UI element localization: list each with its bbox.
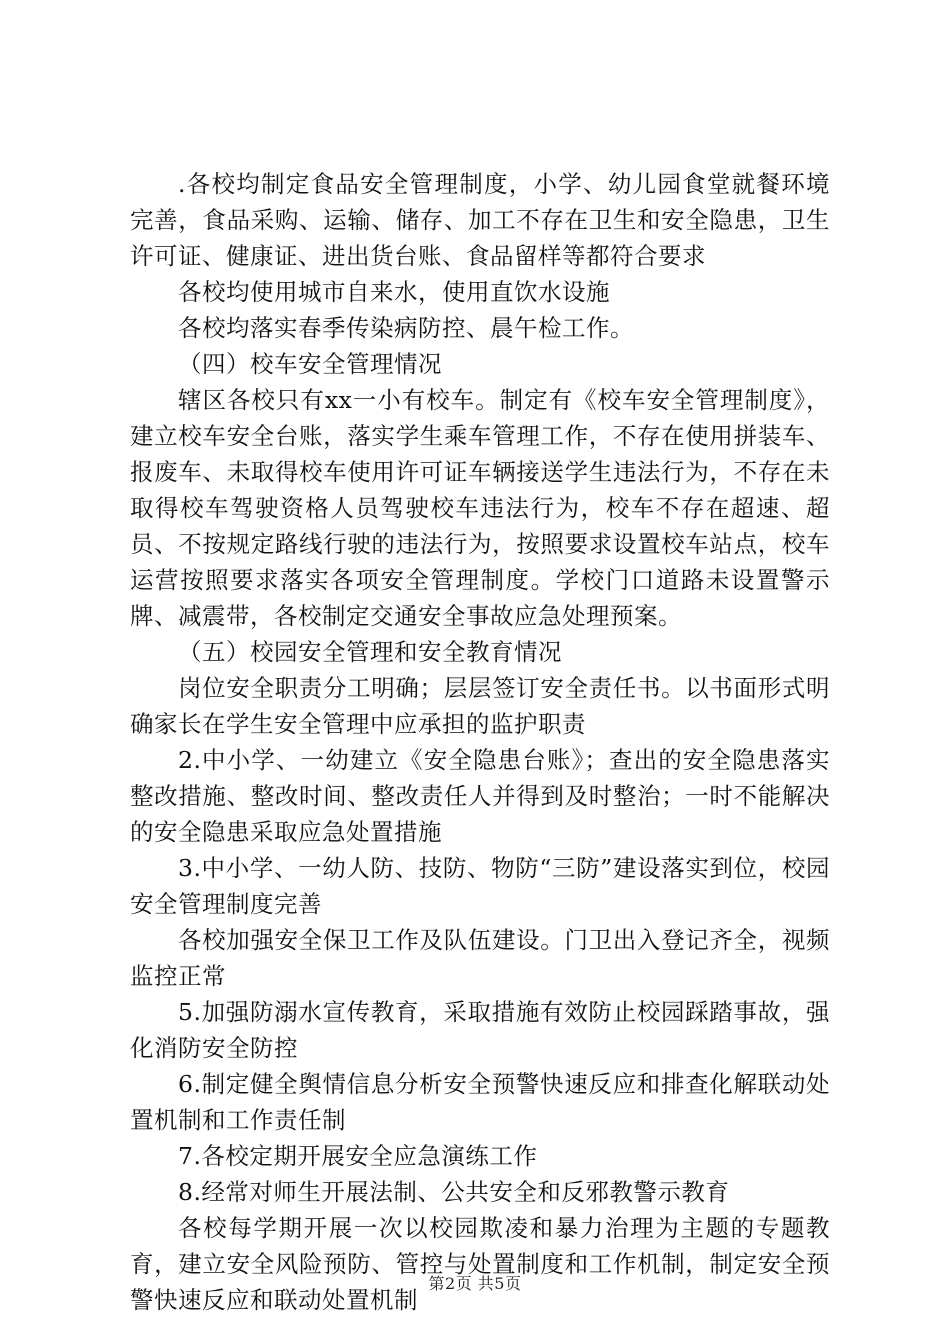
paragraph-public-opinion: 6.制定健全舆情信息分析安全预警快速反应和排查化解联动处置机制和工作责任制 bbox=[130, 1070, 830, 1134]
paragraph-legal-education: 8.经常对师生开展法制、公共安全和反邪教警示教育 bbox=[178, 1178, 730, 1206]
section-heading-school-bus: （四）校车安全管理情况 bbox=[178, 350, 442, 378]
paragraph-hazard-ledger: 2.中小学、一幼建立《安全隐患台账》；查出的安全隐患落实整改措施、整改时间、整改责任人并得到及时整治；一时不能解决的安全隐患采取应急处置措施 bbox=[130, 746, 830, 846]
document-body bbox=[130, 166, 830, 1318]
paragraph-responsibility: 岗位安全职责分工明确；层层签订安全责任书。以书面形式明确家长在学生安全管理中应承担的监护职责 bbox=[130, 674, 830, 738]
section-heading-campus-safety: （五）校园安全管理和安全教育情况 bbox=[178, 638, 562, 666]
paragraph-drowning-prevention: 5.加强防溺水宣传教育，采取措施有效防止校园踩踏事故，强化消防安全防控 bbox=[130, 998, 830, 1062]
paragraph-food-safety: .各校均制定食品安全管理制度，小学、幼儿园食堂就餐环境完善，食品采购、运输、储存、加工不存在卫生和安全隐患，卫生许可证、健康证、进出货台账、食品留样等都符合要求 bbox=[130, 170, 830, 270]
paragraph-security-guard: 各校加强安全保卫工作及队伍建设。门卫出入登记齐全，视频监控正常 bbox=[130, 926, 830, 990]
paragraph-water: 各校均使用城市自来水，使用直饮水设施 bbox=[178, 278, 610, 306]
paragraph-school-bus: 辖区各校只有xx一小有校车。制定有《校车安全管理制度》，建立校车安全台账，落实学生乘车管理工作，不存在使用拼装车、报废车、未取得校车使用许可证车辆接送学生违法行为，不存在未取得校车驾驶资格人员驾驶校车违法行为，校车不存在超速、超员、不按规定路线行驶的违法行为，按照要求设置校车站点，校车运营按照要求落实各项安全管理制度。学校门口道路未设置警示牌、减震带，各校制定交通安全事故应急处理预案。 bbox=[130, 386, 830, 630]
paragraph-drills: 7.各校定期开展安全应急演练工作 bbox=[178, 1142, 538, 1170]
paragraph-bullying-education: 各校每学期开展一次以校园欺凌和暴力治理为主题的专题教育，建立安全风险预防、管控与处置制度和工作机制，制定安全预警快速反应和联动处置机制 bbox=[130, 1214, 830, 1314]
paragraph-disease-control: 各校均落实春季传染病防控、晨午检工作。 bbox=[178, 314, 634, 342]
page-number-footer: 第2页 共5页 bbox=[428, 1274, 522, 1293]
paragraph-three-defenses: 3.中小学、一幼人防、技防、物防“三防”建设落实到位，校园安全管理制度完善 bbox=[130, 854, 830, 918]
